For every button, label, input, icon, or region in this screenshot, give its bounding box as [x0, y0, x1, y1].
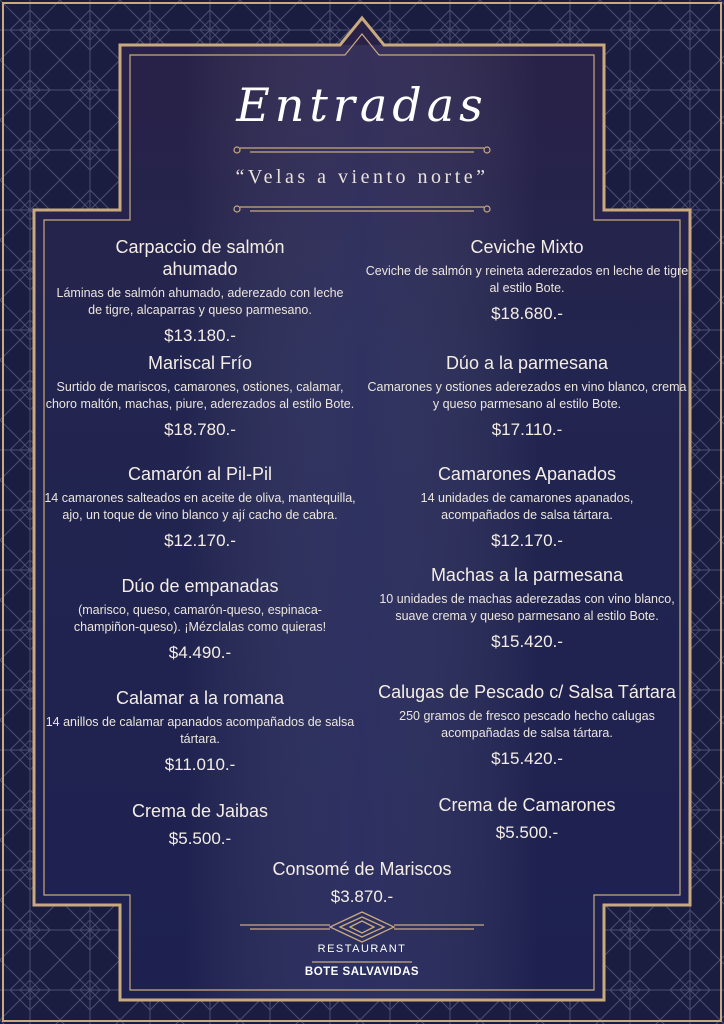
item-price: $13.180.- [164, 326, 236, 345]
item-name: Crema de Camarones [438, 795, 616, 815]
menu-item [365, 236, 689, 325]
item-description: 10 unidades de machas aderezadas con vino blanco, suave crema y queso parmesano al estilo Bote. [379, 592, 675, 623]
menu-item [365, 463, 689, 552]
item-description: 250 gramos de fresco pescado hecho calugas acompañadas de salsa tártara. [399, 709, 655, 740]
item-name: Camarones Apanados [437, 464, 617, 484]
item-name: Carpaccio de salmón ahumado [115, 237, 285, 279]
menu-item [40, 575, 360, 664]
item-price: $11.010.- [164, 755, 236, 774]
item-price: $18.780.- [164, 420, 236, 439]
item-description: 14 unidades de camarones apanados, acompañados de salsa tártara. [420, 491, 634, 522]
menu-item [365, 794, 689, 844]
item-description: Surtido de mariscos, camarones, ostiones, calamar, choro maltón, machas, piure, aderezados al estilo Bote. [45, 380, 355, 411]
item-description: (marisco, queso, camarón-queso, espinaca-champiñon-queso). ¡Mézclalas como quieras! [73, 603, 327, 634]
item-price: $3.870.- [330, 887, 394, 906]
brand-line2: BOTE SALVAVIDAS [304, 966, 420, 978]
menu-item [365, 352, 689, 441]
item-price: $12.170.- [491, 531, 563, 550]
item-price: $15.420.- [491, 632, 563, 651]
menu-item [40, 687, 360, 776]
menu-item [365, 564, 689, 653]
item-description: Láminas de salmón ahumado, aderezado con leche de tigre, alcaparras y queso parmesano. [56, 286, 344, 317]
menu-item [40, 463, 360, 552]
item-name: Dúo a la parmesana [445, 353, 609, 373]
item-price: $4.490.- [168, 643, 232, 662]
item-description: 14 camarones salteados en aceite de oliva, mantequilla, ajo, un toque de vino blanco y ají cacho de cabra. [44, 491, 356, 522]
menu-item [40, 800, 360, 850]
item-name: Calugas de Pescado c/ Salsa Tártara [378, 682, 676, 702]
item-name: Ceviche Mixto [470, 237, 584, 257]
page-title: Entradas [236, 78, 488, 132]
item-name: Mariscal Frío [147, 353, 252, 373]
item-price: $5.500.- [495, 823, 559, 842]
item-name: Calamar a la romana [115, 688, 285, 708]
item-name: Machas a la parmesana [430, 565, 624, 585]
item-name: Crema de Jaibas [131, 801, 269, 821]
item-name: Consomé de Mariscos [272, 859, 452, 879]
item-description: 14 anillos de calamar apanados acompañados de salsa tártara. [45, 715, 355, 746]
item-price: $5.500.- [168, 829, 232, 848]
item-name: Dúo de empanadas [121, 576, 279, 596]
menu-item [40, 236, 360, 347]
menu-item [40, 352, 360, 441]
item-name: Camarón al Pil-Pil [127, 464, 273, 484]
item-price: $18.680.- [491, 304, 563, 323]
item-price: $12.170.- [164, 531, 236, 550]
menu-item [365, 681, 689, 770]
item-description: Ceviche de salmón y reineta aderezados en leche de tigre al estilo Bote. [365, 264, 689, 295]
brand-line1: RESTAURANT [317, 943, 407, 955]
item-price: $17.110.- [491, 420, 563, 439]
menu-item [40, 858, 684, 908]
page-subtitle: “Velas a viento norte” [235, 166, 489, 188]
item-description: Camarones y ostiones aderezados en vino blanco, crema y queso parmesano al estilo Bote. [367, 380, 687, 411]
item-price: $15.420.- [491, 749, 563, 768]
